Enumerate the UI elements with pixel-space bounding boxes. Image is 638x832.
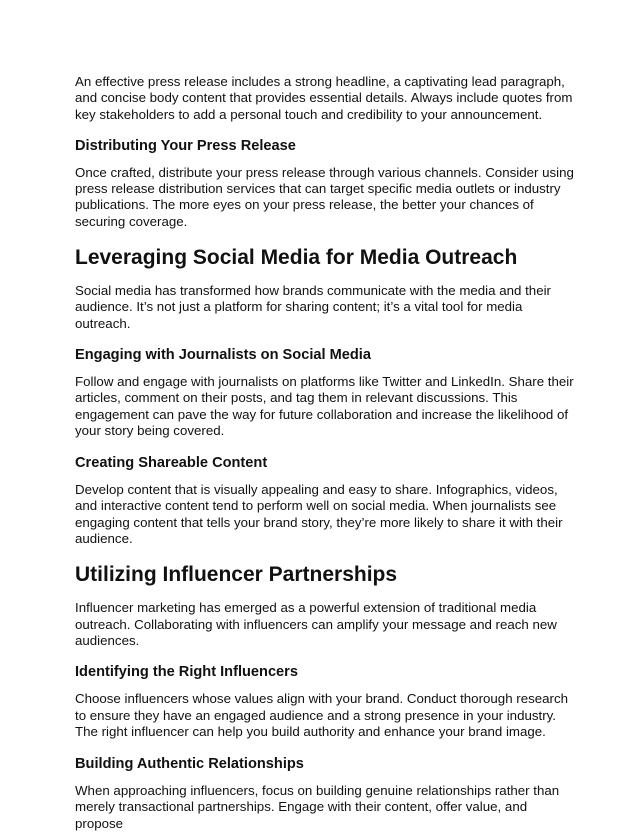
heading-identifying-influencers: Identifying the Right Influencers [75, 664, 298, 681]
paragraph-social-media-intro: Social media has transformed how brands communicate with the media and their audience. It’s not just a platform for sharing content; it’s a vital tool for media outreach. [75, 283, 551, 331]
paragraph-engaging-journalists: Follow and engage with journalists on platforms like Twitter and LinkedIn. Share their articles, comment on their posts, and tag them in relevant discussions. This engagement can pave the way for future collaboration and increase the likelihood of your story being covered. [75, 373, 574, 438]
paragraph-press-release-elements: An effective press release includes a strong headline, a captivating lead paragraph, and concise body content that provides essential details. Always include quotes from key stakeholders to add a personal touch and credibility to your announcement. [75, 74, 573, 122]
paragraph-shareable-content: Develop content that is visually appealing and easy to share. Infographics, videos, and interactive content tend to perform well on social media. When journalists see engaging content that tells your brand story, they’re more likely to share it with their audience. [75, 482, 563, 547]
paragraph-identifying-influencers: Choose influencers whose values align with your brand. Conduct thorough research to ensure they have an engaged audience and a strong presence in your industry. The right influencer can help you build authority and enhance your brand image. [75, 691, 569, 739]
paragraph-influencer-intro: Influencer marketing has emerged as a powerful extension of traditional media outreach. Collaborating with influencers can amplify your message and reach new audiences. [75, 600, 557, 648]
heading-engaging-journalists: Engaging with Journalists on Social Media [75, 346, 371, 363]
heading-distributing-press-release: Distributing Your Press Release [75, 137, 296, 154]
heading-shareable-content: Creating Shareable Content [75, 455, 268, 472]
paragraph-distributing: Once crafted, distribute your press release through various channels. Consider using press release distribution services that can target specific media outlets or industry publications. The more eyes on your press release, the better your chances of securing coverage. [75, 164, 574, 229]
document-page [75, 74, 575, 832]
heading-influencer-partnerships: Utilizing Influencer Partnerships [75, 563, 398, 587]
paragraph-authentic-relationships: When approaching influencers, focus on building genuine relationships rather than merely transactional partnerships. Engage with their content, offer value, and propose [75, 783, 560, 831]
heading-leveraging-social-media: Leveraging Social Media for Media Outreach [75, 246, 518, 270]
heading-authentic-relationships: Building Authentic Relationships [75, 756, 304, 773]
